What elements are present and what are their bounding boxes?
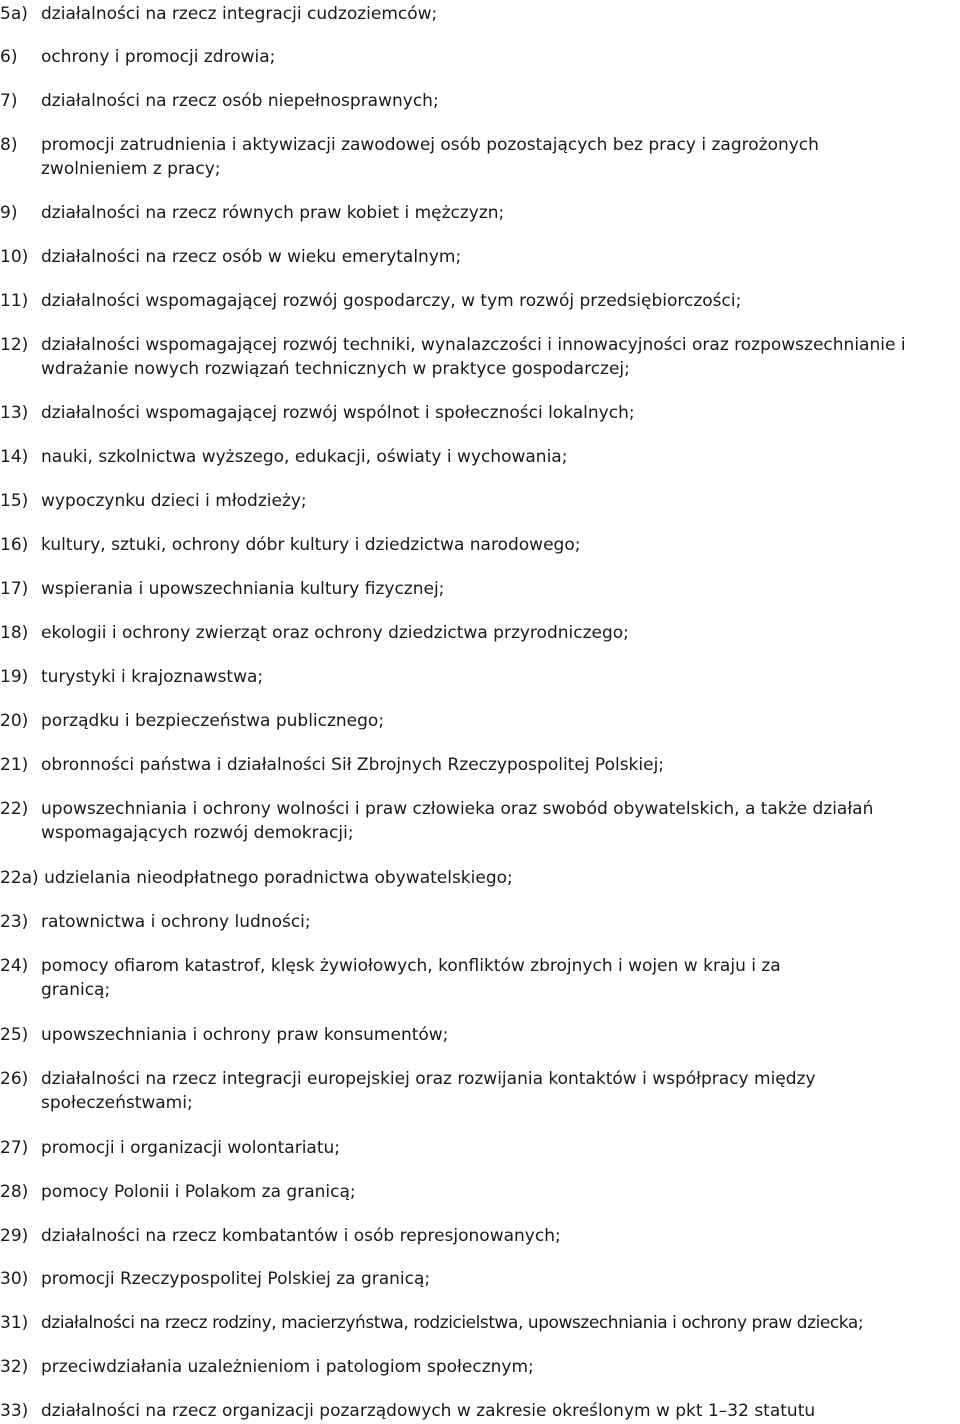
item-text: ratownictwa i ochrony ludności; [41,912,311,932]
item-text: upowszechniania i ochrony wolności i praw człowieka oraz swobód obywatelskich, a także działań [41,799,874,819]
item-text: działalności wspomagającej rozwój techniki, wynalazczości i innowacyjności oraz rozpowszechnianie i [41,335,906,355]
list-item-10 [0,245,960,269]
list-item-29 [0,1224,960,1248]
item-text: działalności na rzecz równych praw kobiet i mężczyzn; [41,203,505,223]
item-text: promocji i organizacji wolontariatu; [41,1138,341,1158]
list-item-24 [0,954,960,1002]
item-number: 9) [0,203,18,223]
list-item-25 [0,1023,960,1047]
item-number: 12) [0,335,29,355]
item-text: działalności na rzecz rodziny, macierzyństwa, rodzicielstwa, upowszechniania i ochrony praw dziecka; [41,1313,864,1333]
item-text: porządku i bezpieczeństwa publicznego; [41,711,385,731]
item-number: 15) [0,491,29,511]
item-number: 26) [0,1069,29,1089]
item-number: 7) [0,91,18,111]
item-text-continuation: zwolnieniem z pracy; [41,159,221,179]
list-item-18 [0,621,960,645]
list-item-6 [0,45,960,69]
item-text: pomocy ofiarom katastrof, klęsk żywiołowych, konfliktów zbrojnych i wojen w kraju i za [41,956,781,976]
item-text: nauki, szkolnictwa wyższego, edukacji, oświaty i wychowania; [41,447,568,467]
list-item-17 [0,577,960,601]
list-item-27 [0,1136,960,1160]
list-item-7 [0,89,960,113]
item-number: 24) [0,956,29,976]
item-text: działalności na rzecz osób w wieku emerytalnym; [41,247,462,267]
item-number: 14) [0,447,29,467]
item-text: działalności na rzecz osób niepełnosprawnych; [41,91,439,111]
item-text: wspierania i upowszechniania kultury fizycznej; [41,579,445,599]
item-number: 31) [0,1313,29,1333]
list-item-21 [0,753,960,777]
item-text: ekologii i ochrony zwierząt oraz ochrony dziedzictwa przyrodniczego; [41,623,629,643]
list-item-14 [0,445,960,469]
item-number: 25) [0,1025,29,1045]
item-text: pomocy Polonii i Polakom za granicą; [41,1182,356,1202]
list-item-9 [0,201,960,225]
list-item-16 [0,533,960,557]
item-text: działalności na rzecz integracji europejskiej oraz rozwijania kontaktów i współpracy między [41,1069,816,1089]
item-number: 28) [0,1182,29,1202]
list-item-12 [0,333,960,381]
item-number: 8) [0,135,18,155]
item-text: udzielania nieodpłatnego poradnictwa obywatelskiego; [44,868,513,888]
item-text: działalności wspomagającej rozwój wspólnot i społeczności lokalnych; [41,403,635,423]
list-item-23 [0,910,960,934]
list-item-22a [0,866,960,890]
item-text-continuation: granicą; [41,980,111,1000]
item-text: upowszechniania i ochrony praw konsumentów; [41,1025,449,1045]
item-number: 29) [0,1226,29,1246]
item-number: 21) [0,755,29,775]
item-number: 5a) [0,4,28,24]
item-text: działalności na rzecz organizacji pozarządowych w zakresie określonym w pkt 1–32 statutu [41,1401,816,1421]
item-number: 27) [0,1138,29,1158]
list-item-30 [0,1267,960,1291]
item-number: 22a) [0,868,39,888]
list-item-26 [0,1067,960,1115]
item-text-continuation: społeczeństwami; [41,1093,193,1113]
list-item-15 [0,489,960,513]
item-number: 6) [0,47,18,67]
list-item-19 [0,665,960,689]
item-number: 19) [0,667,29,687]
list-item-8 [0,133,960,181]
item-number: 10) [0,247,29,267]
item-text: działalności wspomagającej rozwój gospodarczy, w tym rozwój przedsiębiorczości; [41,291,742,311]
item-number: 32) [0,1357,29,1377]
list-item-22 [0,797,960,845]
item-text-continuation: wdrażanie nowych rozwiązań technicznych w praktyce gospodarczej; [41,359,630,379]
item-number: 16) [0,535,29,555]
list-item-28 [0,1180,960,1204]
item-text: promocji Rzeczypospolitej Polskiej za granicą; [41,1269,431,1289]
item-text: ochrony i promocji zdrowia; [41,47,276,67]
list-item-13 [0,401,960,425]
item-number: 33) [0,1401,29,1421]
item-number: 20) [0,711,29,731]
list-item-32 [0,1355,960,1379]
item-text: kultury, sztuki, ochrony dóbr kultury i dziedzictwa narodowego; [41,535,581,555]
list-item-33 [0,1399,960,1423]
item-number: 13) [0,403,29,423]
list-item-20 [0,709,960,733]
item-text: promocji zatrudnienia i aktywizacji zawodowej osób pozostających bez pracy i zagrożonych [41,135,819,155]
item-number: 30) [0,1269,29,1289]
list-item-11 [0,289,960,313]
item-text: wypoczynku dzieci i młodzieży; [41,491,307,511]
item-number: 11) [0,291,29,311]
item-number: 17) [0,579,29,599]
item-number: 23) [0,912,29,932]
item-text: obronności państwa i działalności Sił Zbrojnych Rzeczypospolitej Polskiej; [41,755,665,775]
list-item-31 [0,1311,960,1335]
item-text: działalności na rzecz integracji cudzoziemców; [41,4,438,24]
item-text: turystyki i krajoznawstwa; [41,667,264,687]
item-number: 18) [0,623,29,643]
item-text: działalności na rzecz kombatantów i osób represjonowanych; [41,1226,561,1246]
item-text: przeciwdziałania uzależnieniom i patologiom społecznym; [41,1357,534,1377]
item-text-continuation: wspomagających rozwój demokracji; [41,823,354,843]
item-number: 22) [0,799,29,819]
list-item-5a [0,2,960,26]
